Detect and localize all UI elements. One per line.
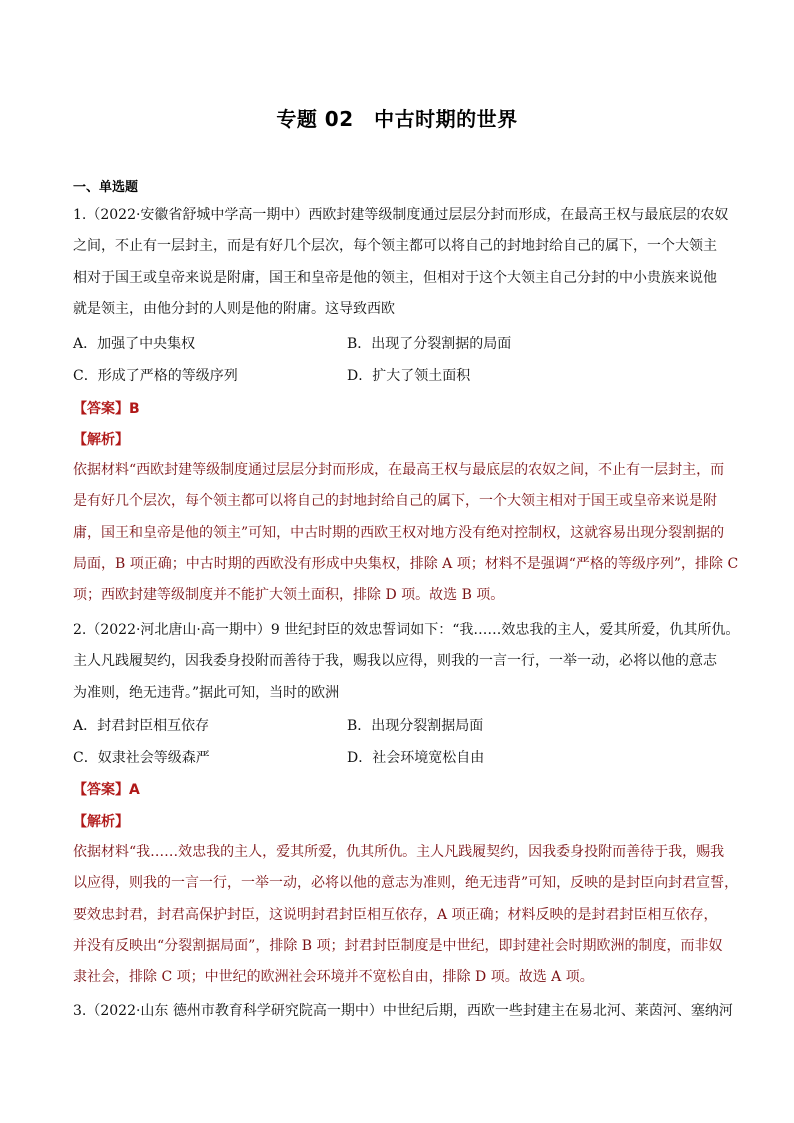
option-c: C．奴隶社会等级森严 bbox=[73, 750, 210, 766]
option-row bbox=[73, 710, 735, 742]
analysis-line: 以应得，则我的一言一行，一举一动，必将以他的意志为准则，绝无违背”可知，反映的是封臣向封君宣誓， bbox=[73, 875, 739, 892]
analysis-line: 局面，B 项正确；中古时期的西欧没有形成中央集权，排除 A 项；材料不是强调“严格的等级序列”，排除 C bbox=[73, 555, 739, 572]
option-a: A．封君封臣相互依存 bbox=[73, 718, 210, 734]
section-heading: 一、单选题 bbox=[73, 180, 139, 195]
question-line: 为准则，绝无违背。”据此可知，当时的欧洲 bbox=[73, 684, 340, 701]
option-d: D．社会环境宽松自由 bbox=[347, 750, 485, 766]
option-b: B．出现分裂割据局面 bbox=[347, 718, 484, 734]
analysis-line: 是有好几个层次，每个领主都可以将自己的封地封给自己的属下，一个大领主相对于国王或皇帝来说是附 bbox=[73, 493, 717, 510]
analysis-label: 【解析】 bbox=[73, 432, 129, 448]
option-row bbox=[73, 328, 735, 360]
question-1-analysis bbox=[73, 455, 739, 611]
question-1-options bbox=[73, 328, 735, 392]
analysis-line: 并没有反映出“分裂割据局面”，排除 B 项；封君封臣制度是中世纪，即封建社会时期欧洲的制度，而非奴 bbox=[73, 937, 723, 954]
option-b: B．出现了分裂割据的局面 bbox=[347, 336, 512, 352]
question-line: 1.（2022·安徽省舒城中学高一期中）西欧封建等级制度通过层层分封而形成，在最高王权与最底层的农奴 bbox=[73, 207, 729, 223]
option-row bbox=[73, 742, 735, 774]
question-line: 相对于国王或皇帝来说是附庸，国王和皇帝是他的领主，但相对于这个大领主自己分封的中小贵族来说他 bbox=[73, 269, 717, 286]
answer-label: 【答案】B bbox=[73, 401, 140, 417]
question-2-analysis bbox=[73, 837, 739, 993]
page-title: 专题 02 中古时期的世界 bbox=[276, 107, 518, 131]
option-c: C．形成了严格的等级序列 bbox=[73, 368, 238, 384]
analysis-line: 项；西欧封建等级制度并不能扩大领土面积，排除 D 项。故选 B 项。 bbox=[73, 587, 505, 604]
question-3-stem bbox=[73, 996, 735, 1027]
answer-label: 【答案】A bbox=[73, 782, 140, 798]
question-2-options bbox=[73, 710, 735, 774]
option-a: A．加强了中央集权 bbox=[73, 336, 196, 352]
question-line: 之间，不止有一层封主，而是有好几个层次，每个领主都可以将自己的封地封给自己的属下，一个大领主 bbox=[73, 238, 717, 255]
option-row bbox=[73, 360, 735, 392]
question-line: 就是领主，由他分封的人则是他的附庸。这导致西欧 bbox=[73, 300, 395, 317]
question-line: 主人凡践履契约，因我委身投附而善待于我，赐我以应得，则我的一言一行，一举一动，必将以他的意志 bbox=[73, 653, 717, 670]
analysis-label: 【解析】 bbox=[73, 814, 129, 830]
analysis-line: 隶社会，排除 C 项；中世纪的欧洲社会环境并不宽松自由，排除 D 项。故选 A 项。 bbox=[73, 969, 594, 986]
analysis-line: 依据材料“我……效忠我的主人，爱其所爱，仇其所仇。主人凡践履契约，因我委身投附而善待于我，赐我 bbox=[73, 844, 725, 860]
question-2-stem bbox=[73, 615, 740, 709]
analysis-line: 庸，国王和皇帝是他的领主”可知，中古时期的西欧王权对地方没有绝对控制权，这就容易出现分裂割据的 bbox=[73, 524, 725, 541]
analysis-line: 要效忠封君，封君高保护封臣，这说明封君封臣相互依存，A 项正确；材料反映的是封君封臣相互依存， bbox=[73, 906, 718, 923]
analysis-line: 依据材料“西欧封建等级制度通过层层分封而形成，在最高王权与最底层的农奴之间，不止有一层封主，而 bbox=[73, 462, 725, 478]
question-1-stem bbox=[73, 200, 735, 325]
question-line: 2.（2022·河北唐山·高一期中）9 世纪封臣的效忠誓词如下：“我……效忠我的主人，爱其所爱，仇其所仇。 bbox=[73, 622, 740, 638]
question-line: 3.（2022·山东 德州市教育科学研究院高一期中）中世纪后期，西欧一些封建主在易北河、莱茵河、塞纳河 bbox=[73, 1003, 733, 1019]
option-d: D．扩大了领土面积 bbox=[347, 368, 471, 384]
